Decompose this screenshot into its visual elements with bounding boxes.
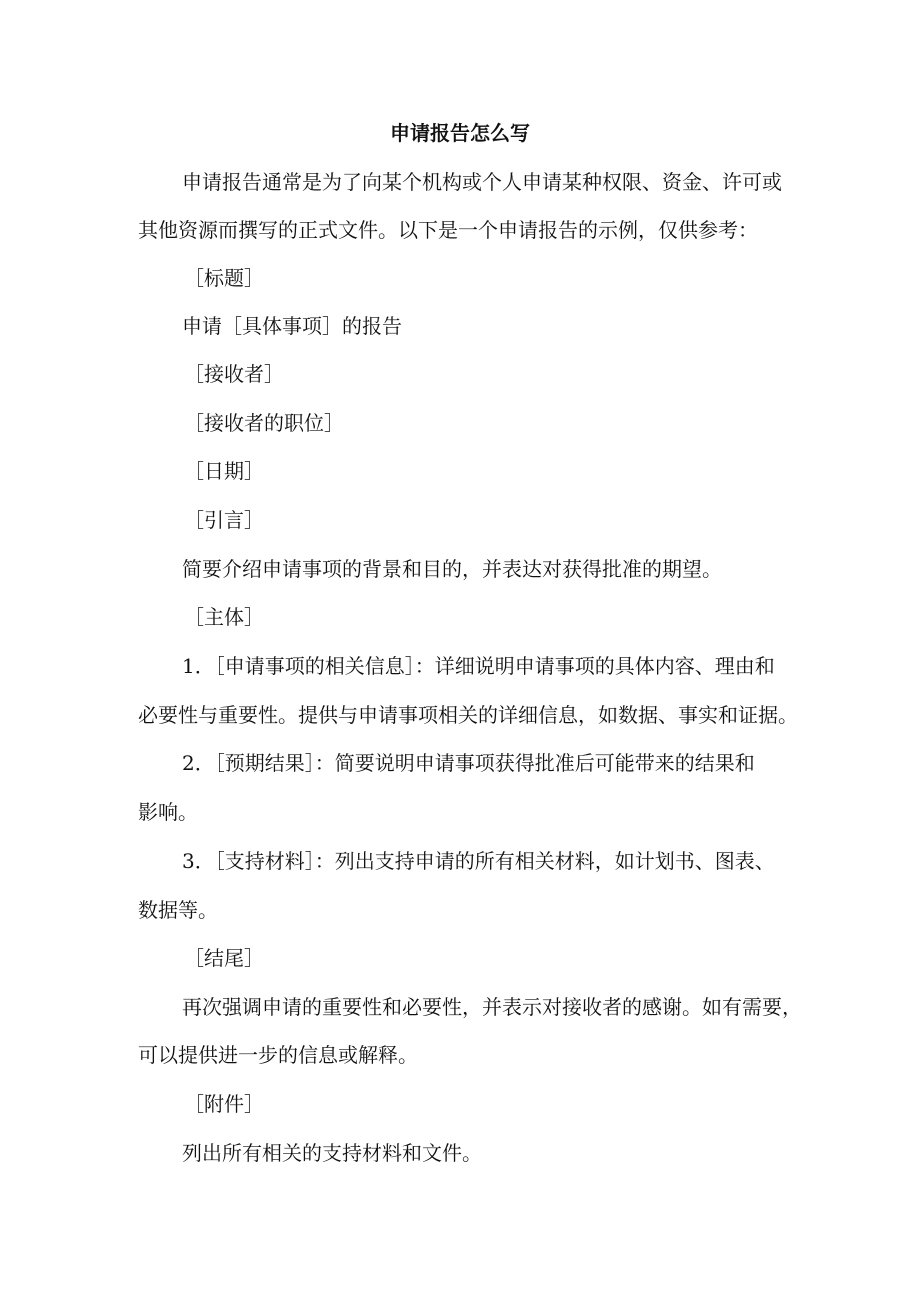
intro-description: 简要介绍申请事项的背景和目的，并表达对获得批准的期望。 bbox=[182, 557, 722, 581]
body-item-1-line-1: 1．［申请事项的相关信息］：详细说明申请事项的具体内容、理由和 bbox=[182, 654, 775, 678]
heading-attachment: ［附件］ bbox=[184, 1092, 264, 1116]
title-example: 申请［具体事项］的报告 bbox=[182, 314, 402, 338]
heading-intro: ［引言］ bbox=[184, 508, 264, 532]
heading-ending: ［结尾］ bbox=[184, 946, 264, 970]
ending-line-1: 再次强调申请的重要性和必要性，并表示对接收者的感谢。如有需要， bbox=[182, 995, 802, 1019]
document-title: 申请报告怎么写 bbox=[390, 121, 530, 145]
attachment-description: 列出所有相关的支持材料和文件。 bbox=[182, 1141, 482, 1165]
heading-recipient-position: ［接收者的职位］ bbox=[184, 411, 344, 435]
body-item-3-line-2: 数据等。 bbox=[138, 898, 218, 922]
intro-paragraph-line-2: 其他资源而撰写的正式文件。以下是一个申请报告的示例，仅供参考： bbox=[138, 218, 758, 242]
intro-paragraph-line-1: 申请报告通常是为了向某个机构或个人申请某种权限、资金、许可或 bbox=[182, 170, 782, 194]
body-item-2-line-2: 影响。 bbox=[138, 800, 198, 824]
body-item-2-line-1: 2．［预期结果］：简要说明申请事项获得批准后可能带来的结果和 bbox=[182, 751, 755, 775]
body-item-3-line-1: 3．［支持材料］：列出支持申请的所有相关材料，如计划书、图表、 bbox=[182, 849, 775, 873]
ending-line-2: 可以提供进一步的信息或解释。 bbox=[138, 1043, 418, 1067]
heading-body: ［主体］ bbox=[184, 605, 264, 629]
heading-recipient: ［接收者］ bbox=[184, 362, 284, 386]
heading-date: ［日期］ bbox=[184, 459, 264, 483]
body-item-1-line-2: 必要性与重要性。提供与申请事项相关的详细信息，如数据、事实和证据。 bbox=[138, 703, 798, 727]
heading-title: ［标题］ bbox=[184, 266, 264, 290]
